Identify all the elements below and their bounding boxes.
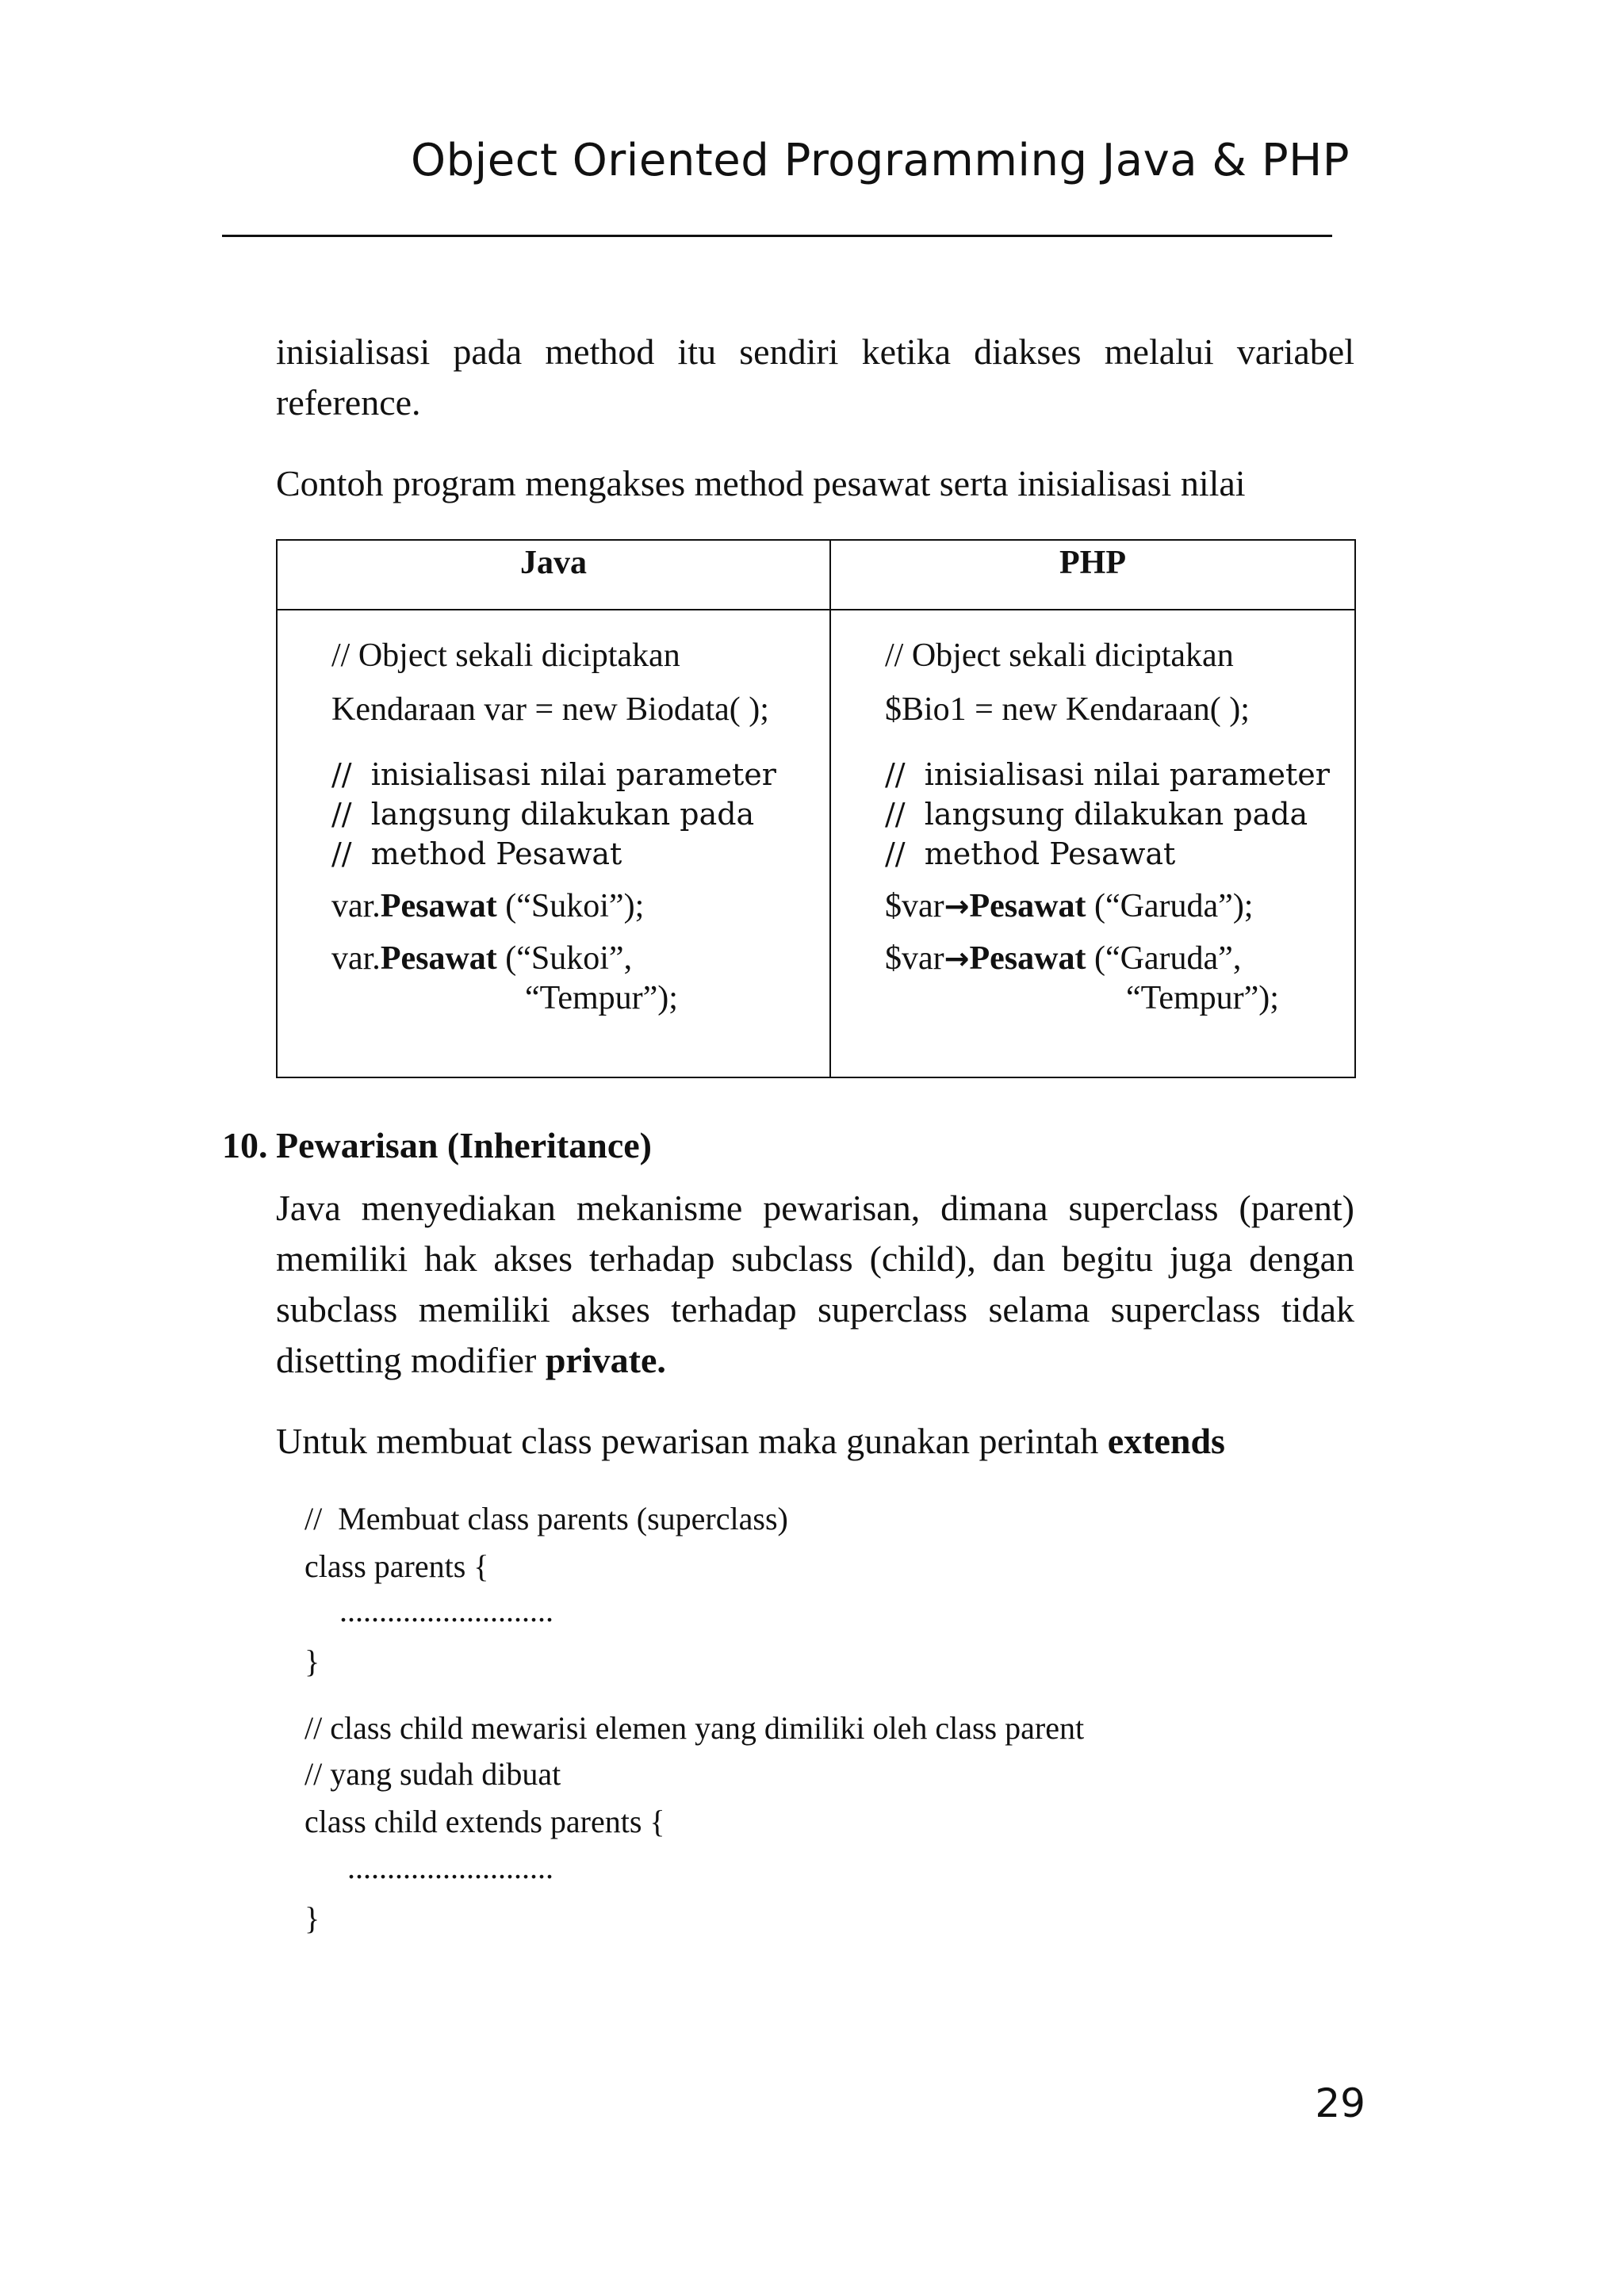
running-header: Object Oriented Programming Java & PHP <box>411 135 1350 186</box>
code-parent-body: ........................... <box>339 1593 553 1628</box>
java-comment-line-3: // method Pesawat <box>331 836 622 871</box>
java-comment-line-1: // inisialisasi nilai parameter <box>331 757 776 792</box>
java-call-2-continuation: “Tempur”); <box>525 980 678 1016</box>
php-comment-created: // Object sekali diciptakan <box>885 637 1234 674</box>
java-php-comparison-table <box>276 539 1356 1078</box>
java-call-1 <box>331 886 644 926</box>
php-call-2-args: (“Garuda”, <box>1086 940 1242 977</box>
php-instantiate: $Bio1 = new Kendaraan( ); <box>885 691 1250 728</box>
php-code-cell <box>830 610 1355 1077</box>
php-call-1 <box>885 886 1253 926</box>
java-call-2 <box>331 939 632 978</box>
java-call-2-method: Pesawat <box>380 940 497 977</box>
code-comment-parent: // Membuat class parents (superclass) <box>304 1501 788 1536</box>
java-call-1-method: Pesawat <box>380 888 497 924</box>
php-call-1-args: (“Garuda”); <box>1086 888 1254 924</box>
inheritance-paragraph-bold: private. <box>545 1340 666 1380</box>
code-parent-close: } <box>304 1644 320 1679</box>
extends-paragraph-text: Untuk membuat class pewarisan maka gunakan perintah <box>276 1421 1108 1461</box>
php-call-1-method: Pesawat <box>969 888 1086 924</box>
php-comment-line-3: // method Pesawat <box>885 836 1176 871</box>
php-comment-line-1: // inisialisasi nilai parameter <box>885 757 1330 792</box>
java-call-2-prefix: var. <box>331 940 381 977</box>
java-call-2-args: (“Sukoi”, <box>496 940 633 977</box>
arrow-icon: → <box>944 941 970 976</box>
inheritance-paragraph <box>276 1183 1354 1386</box>
extends-keyword: extends <box>1107 1421 1225 1461</box>
intro-paragraph: inisialisasi pada method itu sendiri ketika diakses melalui variabel reference. <box>276 331 1354 423</box>
php-call-2 <box>885 939 1241 978</box>
example-caption: Contoh program mengakses method pesawat serta inisialisasi nilai <box>276 463 1246 503</box>
extends-paragraph <box>276 1416 1354 1467</box>
java-call-1-prefix: var. <box>331 888 381 924</box>
table-header-php: PHP <box>830 540 1355 610</box>
php-call-1-prefix: $var <box>885 888 944 924</box>
code-comment-child-2: // yang sudah dibuat <box>304 1756 561 1792</box>
code-comment-child-1: // class child mewarisi elemen yang dimiliki oleh class parent <box>304 1710 1085 1746</box>
java-comment-created: // Object sekali diciptakan <box>331 637 680 674</box>
java-call-1-args: (“Sukoi”); <box>496 888 645 924</box>
inheritance-paragraph-text: Java menyediakan mekanisme pewarisan, dimana superclass (parent) memiliki hak akses terhadap subclass (child), dan begitu juga dengan subclass memiliki akses terhadap superclass selama superclass tidak disetting modifier <box>276 1188 1354 1380</box>
table-header-java: Java <box>277 540 830 610</box>
java-code-cell <box>277 610 830 1077</box>
section-title: Pewarisan (Inheritance) <box>276 1125 652 1165</box>
code-child-close: } <box>304 1900 320 1936</box>
code-child-declaration: class child extends parents { <box>304 1804 665 1839</box>
java-comment-line-2: // langsung dilakukan pada <box>331 797 755 832</box>
php-call-2-method: Pesawat <box>969 940 1086 977</box>
page-number: 29 <box>1315 2080 1365 2126</box>
java-instantiate: Kendaraan var = new Biodata( ); <box>331 691 769 728</box>
section-number: 10. <box>222 1125 268 1165</box>
php-call-2-prefix: $var <box>885 940 944 977</box>
php-call-2-continuation: “Tempur”); <box>1126 980 1279 1016</box>
php-comment-line-2: // langsung dilakukan pada <box>885 797 1308 832</box>
header-rule <box>222 235 1332 237</box>
section-heading <box>222 1124 652 1166</box>
code-child-body: .......................... <box>347 1850 553 1885</box>
arrow-icon: → <box>944 889 970 924</box>
code-parent-declaration: class parents { <box>304 1548 489 1584</box>
